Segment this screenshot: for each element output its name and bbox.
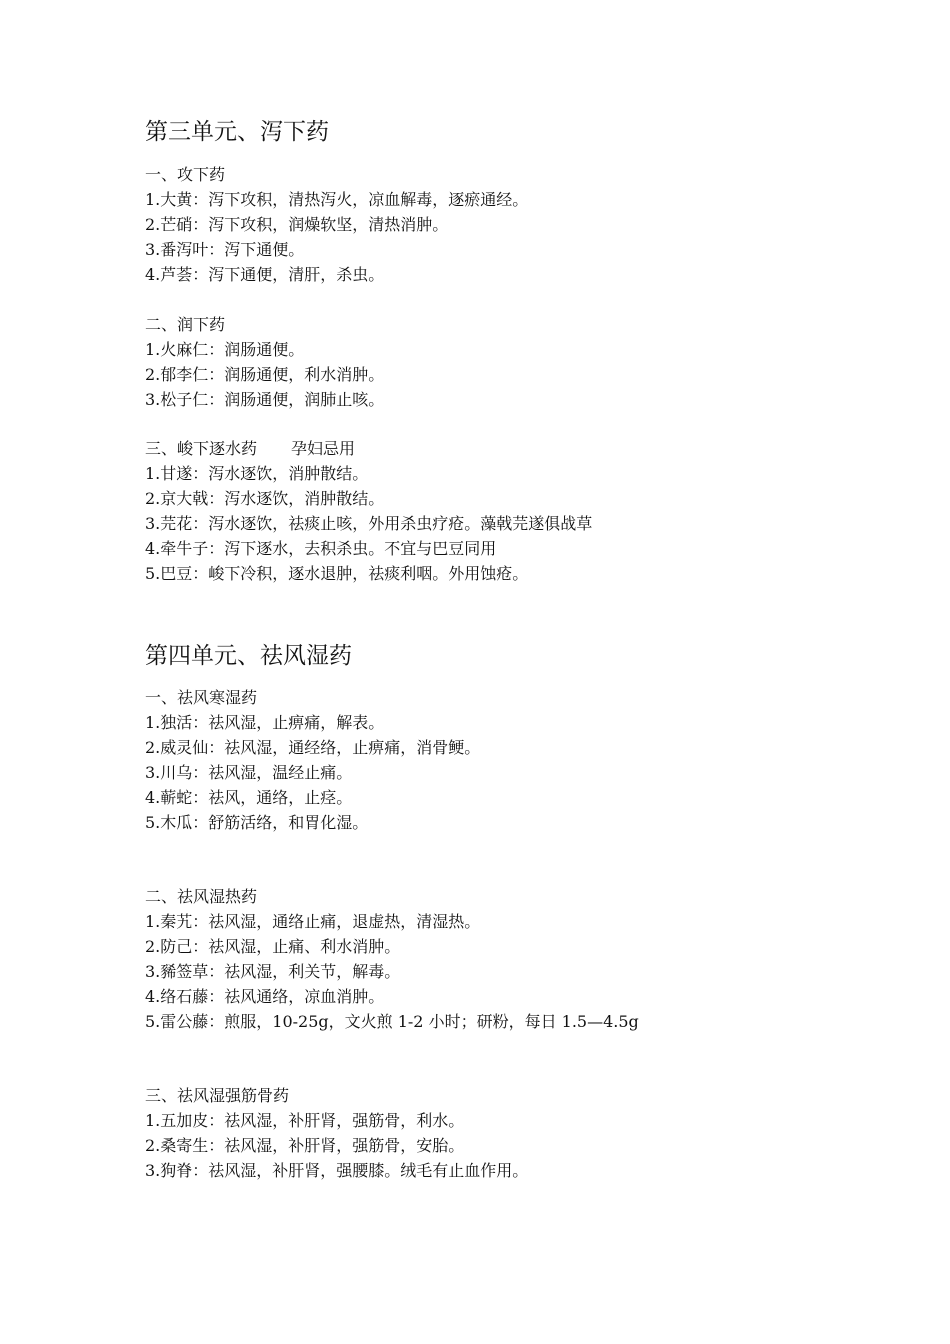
list-item: 4.络石藤：祛风通络，凉血消肿。 — [145, 987, 385, 1006]
list-item: 2.京大戟：泻水逐饮，消肿散结。 — [145, 489, 385, 508]
list-item: 2.桑寄生：祛风湿，补肝肾，强筋骨，安胎。 — [145, 1136, 465, 1155]
list-item: 2.芒硝：泻下攻积，润燥软坚，清热消肿。 — [145, 215, 449, 234]
list-item: 1.秦艽：祛风湿，通络止痛，退虚热，清湿热。 — [145, 912, 481, 931]
unit4-title: 第四单元、祛风湿药 — [145, 643, 352, 669]
list-item: 1.独活：祛风湿，止痹痛，解表。 — [145, 713, 385, 732]
list-item: 3.松子仁：润肠通便，润肺止咳。 — [145, 390, 385, 409]
list-item: 4.牵牛子：泻下逐水，去积杀虫。不宜与巴豆同用 — [145, 539, 497, 558]
list-item: 2.防己：祛风湿，止痛、利水消肿。 — [145, 937, 401, 956]
list-item: 4.芦荟：泻下通便，清肝，杀虫。 — [145, 265, 385, 284]
unit3-sec3-heading: 三、峻下逐水药 — [145, 439, 258, 458]
unit4-sec2-heading: 二、祛风湿热药 — [145, 887, 258, 906]
list-item: 1.大黄：泻下攻积，清热泻火，凉血解毒，逐瘀通经。 — [145, 190, 529, 209]
list-item: 1.甘遂：泻水逐饮，消肿散结。 — [145, 464, 369, 483]
list-item: 4.蕲蛇：祛风，通络，止痉。 — [145, 788, 353, 807]
list-item: 5.木瓜：舒筋活络，和胃化湿。 — [145, 813, 369, 832]
list-item: 3.豨签草：祛风湿，利关节，解毒。 — [145, 962, 401, 981]
list-item: 5.雷公藤：煎服，10-25g，文火煎 1-2 小时；研粉，每日 1.5—4.5g — [145, 1012, 639, 1031]
unit4-sec3-heading: 三、祛风湿强筋骨药 — [145, 1086, 290, 1105]
list-item: 2.威灵仙：祛风湿，通经络，止痹痛，消骨鲠。 — [145, 738, 481, 757]
unit3-sec1-heading: 一、攻下药 — [145, 165, 226, 184]
unit3-sec2-heading: 二、润下药 — [145, 315, 226, 334]
list-item: 5.巴豆：峻下冷积，逐水退肿，祛痰利咽。外用蚀疮。 — [145, 564, 529, 583]
list-item: 3.番泻叶：泻下通便。 — [145, 240, 305, 259]
pregnancy-warning-note: 孕妇忌用 — [291, 439, 356, 458]
list-item: 2.郁李仁：润肠通便，利水消肿。 — [145, 365, 385, 384]
unit3-sec3-heading-line — [145, 438, 355, 460]
unit4-sec1-heading: 一、祛风寒湿药 — [145, 688, 258, 707]
list-item: 3.芫花：泻水逐饮，祛痰止咳，外用杀虫疗疮。藻戟芫遂俱战草 — [145, 514, 593, 533]
list-item: 1.火麻仁：润肠通便。 — [145, 340, 305, 359]
list-item: 3.川乌：祛风湿，温经止痛。 — [145, 763, 353, 782]
list-item: 3.狗脊：祛风湿，补肝肾，强腰膝。绒毛有止血作用。 — [145, 1161, 529, 1180]
unit3-title: 第三单元、泻下药 — [145, 119, 329, 145]
list-item: 1.五加皮：祛风湿，补肝肾，强筋骨，利水。 — [145, 1111, 465, 1130]
